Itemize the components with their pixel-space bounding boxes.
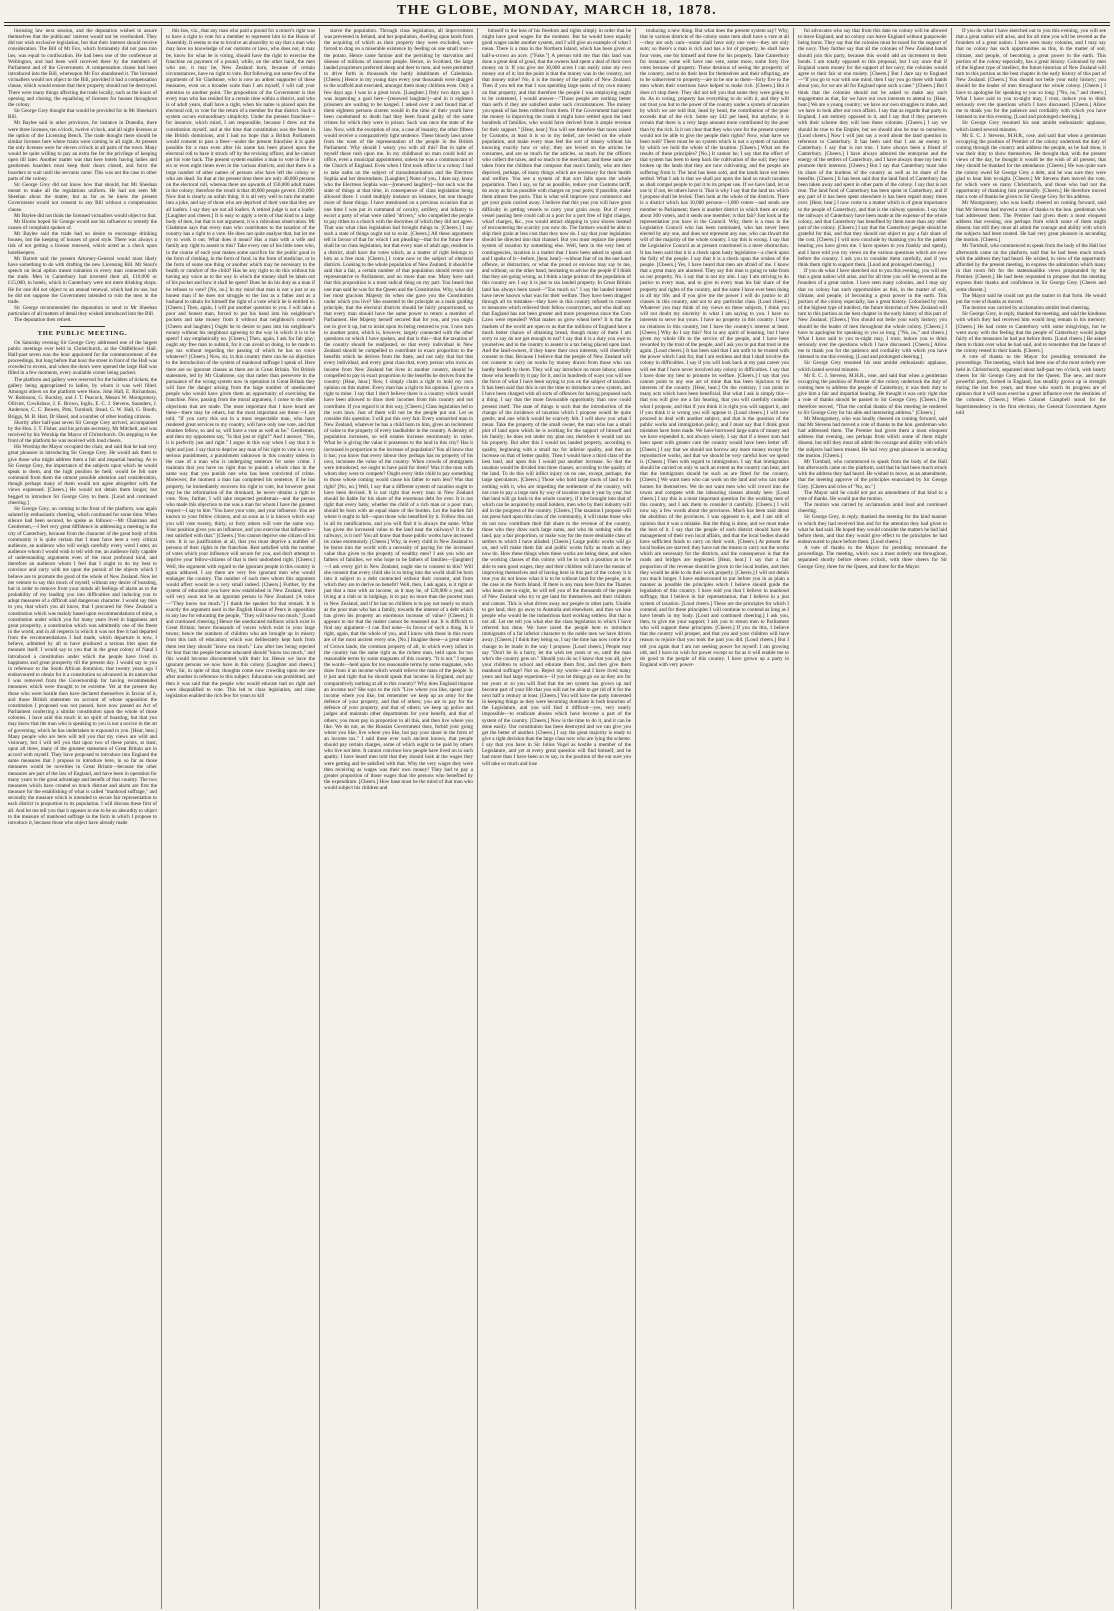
- article-paragraph: Mr Barrett said the present Attorney-General would most likely have something to do with drafting the new Licensing Bill. Mr Stout's speech on local option meant ruination to every man connected with the trade. Men in Canterbury had invested their all, £10,000 or £15,000, in hotels, which in Canterbury were not mere drinking shops. He for one did not object to an annual renewal, which had its use, but he did not suppose the Government intended to ruin the men in the trade.: [8, 255, 157, 305]
- column-3: [320, 28, 478, 1609]
- column-5: [636, 28, 794, 1609]
- column-4: [478, 28, 636, 1609]
- article-paragraph: ful advocates who say that from this date no colony will be allowed to leave England, and no colony can leave England without gunpowder being burnt. They say that the colonies must be taxed for the support of the navy. They further say that all the colonies of New Zealand hands should join this party, because this would add an increment to their bonds. I am totally opposed to this proposal, but I say once that if England wants money for the support of her navy, the colonies would agree to their fair or one moiety. [Cheers.] But I dare say to England—"If you go to war with one mind, then I say you go there with hands about you, for we are all for England upon such a case." [Cheers.] But I think that the colonies should not be asked to make any such engagement as that, for we have our own interests to attend to. [Hear, hear.] We are a young country; we have our own struggles to make, and we have to look after our own affairs. I say that as regards that party in England, I am entirely opposed to it, and I say that if they persevere with their scheme they will lose these colonies. [Cheers.] I say we should be true to the Empire, but we should also be true to ourselves. [Loud cheers.] Now I will just say a word about the land question in reference to Canterbury. It has been said that I am an enemy to Canterbury. I say that is not true. I have always been a friend of Canterbury. [Cheers.] I have always admired the enterprise and the energy of the settlers of Canterbury, and I have always done my best to promote their interests. [Cheers.] But I say that Canterbury must take its share of the burdens of the country as well as its share of the benefits. [Cheers.] It has been said that the land fund of Canterbury has been taken away and spent in other parts of the colony. I say that is not true. The land fund of Canterbury has been spent in Canterbury, and if any part of it has been spent elsewhere it has been repaid many times over. [Hear, hear.] I now come to a matter which is of great importance to the people of Canterbury, and that is the railway question. I say that the railways of Canterbury have been made at the expense of the whole colony, and that Canterbury has benefited by them more than any other part of the colony. [Cheers.] I say that the Canterbury people should be grateful for this, and that they should not object to pay a fair share of the cost. [Cheers.] I will now conclude by thanking you for the patient hearing you have given me. I have spoken to you frankly and openly, and I have told you my views on the various questions which are now before the country. I ask you to consider them carefully, and if you think them right to support them. [Loud and prolonged cheering.]: [798, 28, 947, 268]
- article-paragraph: The motion was carried by acclamation amidst loud cheering.: [962, 305, 1091, 312]
- article-paragraph: Mr Turnbull, who commenced to speak from the body of the Hall but afterwards came on the platform, said that he had been much struck with the address they had heard. He wished, in view of the opportunity afforded by the present meeting, to express the admiration which many in that room felt for the statesmanlike views propounded by the Premier. [Cheers.] He had been requested to propose that the meeting express their thanks and confidence in Sir George Grey. [Cheers and some dissent.]: [956, 243, 1106, 293]
- column-6: [794, 28, 952, 1609]
- article-paragraph: Mr Montgomery, who was loudly cheered on coming forward, said that Mr Stevens had moved a vote of thanks to the hon. gentleman who had addressed them. The Premier had given them a most eloquent address that evening, one perhaps from which some of them might dissent, but still they must all admit the courage and ability with which the subjects had been treated. He had very great pleasure in seconding the motion. [Cheers.]: [798, 415, 947, 459]
- article-paragraph: Mr Baylee did not think the licensed victuallers would object to that.: [14, 212, 157, 219]
- columns: [4, 28, 1110, 1609]
- article-paragraph: If you do what I have sketched out to you this evening, you will see that a great nation will arise, and for all time you will be revered as the founders of a great nation. I have seen many colonies, and I may say that no colony has such opportunities as this, in the matter of soil, climate, and people, of becoming a great power in the earth. This portion of the colony especially, has a great history. Colonised by men of the highest type of intellect, the future historian of New Zealand will turn to this portion as the best chapter in the early history of this part of New Zealand. [Cheers.] You should not belie your early history; you should be the leader of men throughout the whole colony. [Cheers.] I have to apologise for speaking to you so long. ["No, no," and cheers.] What I have said to you to-night may, I trust, induce you to think seriously over the questions which I have discussed. [Cheers.] Allow me to thank you for the patience and cordiality with which you have listened to me this evening. [Loud and prolonged cheering.]: [956, 28, 1106, 121]
- article-paragraph: Mr Baylee said in other provinces, for instance in Dunedin, there were three licenses, ten o'clock, twelve o'clock, and all night licenses at the option of the Licensing Bench. The trade thought there should be similar licenses here where trains were coming in all night. At present the only licenses were for eleven o'clock in all parts of the town. Many would be quite willing to pay an extra fee for the privilege of keeping open till later. Another matter was that here hotels having ladies and gentlemen boarders must keep their doors closed, and force the boarders to wait until the servants came. This was not the case in other parts of the colony.: [8, 120, 157, 182]
- article-paragraph: The motion was carried by acclamation amid loud and continued cheering.: [798, 502, 947, 515]
- article-paragraph: Mr Montgomery, who was loudly cheered on coming forward, said that Mr Stevens had moved a vote of thanks to the hon. gentleman who had addressed them. The Premier had given them a most eloquent address that evening, one perhaps from which some of them might dissent, but still they must all admit the courage and ability with which the subjects had been treated. He had very great pleasure in seconding the motion. [Cheers.]: [956, 200, 1106, 244]
- article-paragraph: Sir George Grey thought that would be provided for in Mr Sheehan's Bill.: [8, 108, 157, 121]
- section-rule: [60, 326, 105, 327]
- article-paragraph: Sir George Grey resumed his seat amidst enthusiastic applause, which lasted several minutes.: [956, 120, 1106, 133]
- article-paragraph: The Mayor said he could not put the matter in that form. He would put the vote of thanks as moved.: [956, 292, 1106, 305]
- article-paragraph: Mr Turnbull, who commenced to speak from the body of the Hall but afterwards came on the platform, said that he had been much struck with the address they had heard. He wished to move, as an amendment, that the meeting approve of the principles enunciated by Sir George Grey. [Cheers and cries of "No, no."]: [798, 458, 947, 490]
- masthead: [4, 0, 1110, 23]
- article-paragraph: Sir George Grey, on coming to the front of the platform, was again saluted by enthusiastic cheering, which continued for some time. When silence had been secured, he spoke as follows:—Mr Chairman and Gentlemen,—I feel very great diffidence in addressing a meeting in the city of Canterbury, because from the character of the great body of this community it is quite certain that I must have here a very critical audience, an audience who will weigh carefully every word I utter, an audience whom I would wish to tell with me, an audience fully capable of understanding arguments even of the most profound kind, and therefore an audience whom I feel that I ought to do my best to convince and carry with me upon the pursuit of the objects which I believe are to promote the good of the whole of New Zealand. Now let me venture to say this much of myself, without any desire of boasting, but in order to remove from your minds all feelings of alarm as to the probability of my leading you into difficulties and inducing you to adopt measures of a difficult and dangerous character. I would say then to you, that which you all know, that I procured for New Zealand a constitution which was mainly based upon recommendations of mine, a constitution under which you for many years lived in happiness and great prosperity, a constitution which was admittedly one of the freest in the world, and in all respects in which it was not free it had departed from the recommendations I had made, which departure is now, I believe, admitted by all to have produced a serious blot upon the measure itself. I would say to you that in the great colony of Natal I introduced a constitution under which the people have lived in happiness and great prosperity till the present day. I would say to you in reference to the South African dominion, that twenty years ago I endeavoured to obtain for it a constitution so advanced in its nature that I was removed from the Governorship for having recommended measures which were thought to be extreme. Yet at the present day those who were hostile then have declared themselves in favour of it, and those British statesmen on account of whose opposition the constitution I proposed was not passed, have now passed an Act of Parliament conferring a similar constitution upon the whole of those colonies. I have said this much in no spirit of boasting, but that you may know that the man who is speaking to you is not a novice in the art of governing, which he has undertaken to expound to you. [Hear, hear.] Many people who are here will tell you that my views are wild and visionary, but I will tell you that upon two of these points, at least, upon all three, many of the greatest statesmen of Great Britain are in accord with myself. They have proposed to introduce into England the same measures that I propose to introduce here, in so far as those measures would be novelties in Great Britain—because the other measures are part of the law of England, and have been in operation for many years to the great advantage and benefit of that country. The two measures which have created so much distrust and alarm are first the measure for the establishing of what is called "manhood suffrage," and secondly the measure which is intended to secure fair representation to each district in proportion to its population. I will discuss these first of all. And let me tell you that it appears to me to be an absurdity to object to the measure of manhood suffrage in the form in which I propose to introduce it, because those who object have already made: [8, 505, 157, 826]
- article-paragraph: Mr Hiorns hoped Sir George would use his influence to remedy the causes of complaint spoken of.: [8, 218, 157, 231]
- column-7: [952, 28, 1110, 1609]
- column-1: [4, 28, 162, 1609]
- section-heading: THE PUBLIC MEETING.: [37, 329, 128, 337]
- article-paragraph: Sir George Grey resumed his seat amidst enthusiastic applause, which lasted several minutes.: [798, 360, 947, 373]
- article-paragraph: Sir George Grey, in reply, thanked the meeting for the kind manner in which they had received him and for the attention they had given to what he had said. He hoped they would consider the matters he had laid before them, and that they would give effect to the principles he had endeavoured to place before them. [Loud cheers.]: [798, 514, 947, 545]
- masthead-title: THE GLOBE, MONDAY, MARCH 18, 1878.: [396, 3, 718, 18]
- article-paragraph: licensing law next session, and the deputation wished to assure themselves that the publicans' interest would not be overlooked. They did not wish exclusive legislation, but that their interest should receive consideration. The Bill of Mr Fox, which fortunately did not pass into law, was equal to confiscation. He had been one of the conference at Wellington, and had been well received there by the members of Parliament and of the Government. A compensation clause had been introduced into the Bill, whereupon Mr Fox abandoned it. The licensed victuallers would not object to the Bill, provided it had a compensation clause, which would ensure that their property should not be destroyed. There were many things affecting the trade locally, such as the hours of opening and closing, the equalising of licenses for houses throughout the colony.: [8, 28, 157, 108]
- article-paragraph: Sir George Grey did not know how that should, but Mr Sheehan meant to make all the regulations uniform. He had not seen Mr Sheehan about the matter, but as far as he knew the present Government would not consent to any Bill without a compensation clause.: [8, 181, 157, 213]
- article-paragraph: Shortly after half-past seven Sir George Grey arrived, accompanied by the Hon. J. T. Fisher, and his private secretary, Mr Mitchell, and was received by his Worship the Mayor of Christchurch. On stepping to the front of the platform he was received with loud cheers.: [8, 419, 157, 445]
- article-paragraph: Mr Baylee said the trade had no desire to encourage drinking houses, but the keeping of houses of good style. There was always a risk of not getting a license renewed, which acted as a check upon hotelkeepers.: [8, 231, 157, 256]
- column-2: [162, 28, 320, 1609]
- article-paragraph: A vote of thanks to the Mayor for presiding terminated the proceedings. The meeting, which had been one of the most orderly ever held in Christchurch, separated about half-past ten o'clock, with hearty cheers for Sir George Grey and for the Queen. The new, and more powerful party, formed in England, has steadily grown up in strength during the last few years, and those who watch its progress are of opinion that it will soon exercise a great influence over the destinies of the colonies. [Cheers.] When Colonel Campbell stood for the Superintendency in the first election, the General Government Agent told: [956, 354, 1106, 416]
- article-paragraph: The Mayor said he could not put an amendment of that kind to a vote of thanks. He would put the motion.: [798, 489, 947, 502]
- article-paragraph: The platform and gallery were reserved for the holders of tickets, the gallery being appropriated to ladies, by whom it was well filled. Amongst others on the platform were Hons. John Hall, E. Richardson, W. Robinson, G. Buckley, and J. T. Peacock, Messrs W. Montgomery, Ollivier, Cowlishaw, J. E. Brown, Inglis, E. C. J. Stevens, Saunders, J. Anderson, C. C. Bowen, Pitts, Turnbull, Stead, G. W. Hall, G. Booth, Briggs, M. B. Hart, Dr Hasel, and a number of other leading citizens.: [8, 376, 157, 420]
- article-paragraph: himself to the loss of his freedom and rights simply in order that he might have good wages for the moment. But he would have equally good wages under another system, and I will give an example of what I mean. There is a man in the Northern Island, which has been given at half-a-crown an acre. ["Fake."] A person told me that this land was done a great deal of good, that the owners had spent a deal of their own money on it. If you give me 30,000 acres I can easily raise my own money out of it; but the point is that the money was in the country, not that money mine? No, it is the money of the public of New Zealand. Then if you tell me that I was spending large sums of my own money on that property, and that therefore the people I was employing ought to be contented, I would answer—"Those people are nothing better than serfs if they are satisfied under such circumstances. The money you speak of has been robbed from them. If the Government had spent the money in improving the roads it might have settled upon the land hundreds of families, who would have derived from it ample revenue for their support." [Hear, hear.] You will see therefore that taxes raised by Customs, at least it is so in my belief, are levied on the whole population, and make every man feel the sort of misery without his knowing exactly how or why; they are levied on the articles he consumes, and are so much for the articles, so much for the officers who collect the taxes, and so much to the merchant; and these sums are taken from the children that compose that man's family, who are then deprived, perhaps, of many things which are necessary for their health and welfare. You see a system of that sort falls upon the whole population. Then I say, so far as possible, reduce your Customs tariff, do away as far as possible with charges on your ports; if possible, make them almost free ports. That is what will improve your commerce and get your grain carried away. I believe that this year you will have great difficulty in getting vessels to carry your grain away. But if every vessel passing here could call at a port for a port free of light charges, wharf charges, &c., you would attract shipping to your shores instead of encountering the scarcity you now do. The farmers would be able to ship their grain at less cost than they now do. I say that your legislation should be directed into that channel. But you must replace the present system of taxation by something else. Well, here in the very best of contingencies, taxation is a matter that I have been asked to speak out and I spoke of it—before, [hear, hear]—without fear of on the one hand offence, or distraction, or what the proud or envious may say to me, and without, on the other hand, hesitating to advise the people if I think that they are going wrong, as I think a large portion of the population of this country are. I say it is just to tax landed property. In Great Britain land has always been taxed—"Too much so." I say the landed interest have never known what was for their welfare. They have been dragged through all its mistakes—they have in this country refused to consent to measures which relieved their fellow countrymen, and who shall say that England has not been greater and more prosperous since the Corn Laws were repealed? What makes us grow wheat here? It is that the markets of the world are open to us that the millions of England have a much better chance of obtaining bread, though many of them I am sorry to say do not get enough to eat? I say that it is a duty you owe to yourselves and to the country to assent to a tax being placed upon land. And the land-owners, if they knew their own interests, will cheerfully consent to that. Because I believe that the people of New Zealand will not consent to carry on works by money drawn from those who can hardly benefit by them. They will say introduce no more labour, unless those who benefit by it pay for it, and in hundreds of ways you will see the force of what I have been saying to you on the subject of taxation. It has been said that this is not the time to introduce a new system, and I have been charged with all sorts of offences for having proposed such a thing. I say that the more favourable opportunity than now could present itself. The state of things is such that the introduction of the change of the incidence of taxation which I propose would be quite gentle, and one which would be scarcely felt. I will show you what I mean. Take the property of the small owner, the man who has a small plot of land upon which he is working for the support of himself and his family; he does not under my plan out, therefore it would not tax his property. But after this I would tax landed property, according to quality, beginning with a small tax for inferior quality, and then an increase on that of better quality. Then I would have a third class of the best land, and upon this I would put another increase. So that the taxation would be divided into three classes, according to the quality of the land. To do this will inflict injury on no one, except, perhaps, the large speculators. [Cheers.] Those who hold large tracts of land to do nothing with it, who are impeding the settlement of the country, will not care to pay a large sum by way of taxation upon it year by year, but that land will go back to the whole country, if it be brought into that of which can be acquired by small holders, men who by their industry will aid in the progress of the country. [Cheers.] The taxation I propose will not press hard upon this class of the community, it will make those who do not now contribute their fair share to the revenue of the country, those who they draw such large sums, and who do nothing with the land, pay a fair proportion, or make way for the more desirable class of settlers to which I have alluded. [Cheers.] Large public works will go on, and will make them fair and public works fully as much as they now do. How these things when these works are being done, and when the working classes of this colony will be in such a position as to be able to earn good wages, they and their children will have the means of improving themselves and of having here in this part of the colony it is true you do not know what it is to be without land for the people, as is the case in the North Island. If there is any man here from the Thames who hears me to-night, he will tell you of the thousands of the people of New Zealand who try to get land for themselves and their children and cannot. This is what drives away our people to other parts. Unable to get land, they go away to Australia and elsewhere, and thus we lose people who would be the industrious hard working settlers. But that is not all. Let me tell you what else the class legislation to which I have referred has done. We have taxed the people here to introduce immigrants of a far inferior character to the noble men we have driven away. [Cheers.] I think they being so, I say the time has now come for a change to be made in the way I propose. [Loud cheers.] People may say "Don't be in a hurry, let the wish ten years or so, until the man who's the country gets on." Should you do so I know that you all, give your children to school and educate them first, and then give them manhood suffrage? Not so. Reject my words—and I have lived many years and had large experience—if you let things go on as they are for ten years or so you will find that the ten system has grown up and become part of your life that you will not be able to get rid of it for the next half a century at least. [Cheers.] You will have the party interested in keeping things as they were becoming dominant in both branches of the Legislature, and you will find it difficult—yes, very nearly impossible—to eradicate abuses which have become a part of the system of the country. [Cheers.] Now is the time to do it, and it can be done easily. Our constitution has been destroyed and we can give you get the better of another. [Cheers.] I say the great majority is ready to give a right decision than the large class now who are lying the scheme. I say that you have in Sir Julius Vogel as hostile a member of the Legislature, and yet at every great question will find himself, and he had more than I have been so to say, in the position of the ear sure you will take so much and lose: [482, 28, 632, 767]
- article-paragraph: Sir George Grey, in reply, thanked the meeting, and said the kindness with which they had received him would long remain in his memory. [Cheers.] He had come to Canterbury with some misgivings, but he went away with the feeling that the people of Canterbury would judge fairly of the measures he had put before them. [Loud cheers.] He asked them to think over what he had said, and to remember that the future of the colony rested in their hands. [Cheers.]: [956, 311, 1106, 355]
- article-paragraph: this law, viz., that any man who paid a pound for a miner's right was to have a right to vote for a member to represent him in the House of Assembly. It seems to me to involve an absurdity to say that a man who may have no knowledge of our customs or laws, who does not, it may be, know for what he is voting, should have the right to exercise the franchise on payment of a pound, while, on the other hand, the men who are, it may be, New Zealand born, because of certain circumstances, have no right to vote. But following out some few of the arguments of Sir Gladstone, who is now an ardent supporter of these measures, even on a broader scale than I am myself, I will call your attention to another point. The proposition of the Government is that every man who has resided for a certain time within a district, and who is of adult years, shall have a right, when his name is placed upon the electoral roll, to vote for the return of a member for that district. Such a system occurs extraordinary simplicity. Under the present franchise—for instance, which mind, I am responsible, because I drew out the constitution myself, and at the time that constitution was the freest in the British dominions, and I had no hope that a British Parliament would consent to pass a freer—under the present franchise it is quite possible for a man even after his name has been placed upon the electoral roll to have it struck off by the revising officer, and he cannot get his vote back. The present system enables a man to vote in five or six or even eight times even in the various districts, and that there is a large number of other names of persons who have left the colony or who are dead. So that at the present time there are only 40,000 persons on the electoral roll, whereas there are upwards of 150,000 adult males in the colony; therefore the result is that 40,000 people govern 150,000. Now that is clearly an unfair thing. It is all very well to turn the matter into a joke, and say of those who are deprived of their vote that they are all loafers. I say they are not all loafers. A retired judge is not a loafer. [Laughter and cheers.] It is easy to apply a term of that kind to a large body of men, but that is not argument, it is a ridiculous observation. Mr Gladstone says that every man who contributes to the taxation of the country has a right to a vote. He does not quite analyse that, but let me try to work it out. What does it mean? Has a man with a wife and family any right to assent to this? Take every one of his little ones who, in the course of each year makes some sacrifice for the public good in the form of clothing, in the form of food, in the form of medicine, or in the form of some one thing or another which may be necessary to the health or comfort of the child? Has he any right to do this without his having any voice as to the way in which the money shall be taken out of his pocket and how it shall be spent? Does he do his duty as a man if he refuses to vote? [No, no.] In my mind that man is not a just or an honest man if he does not struggle to the last as a father and as a husband to obtain for himself the right of a vote which he is entitled to. [Cheers.] Then, again, I will put another question to you. I will take a poor and honest man, forced to put his hand into his neighbour's pockets and take money from it without that neighbour's consent? [Cheers and laughter.] Ought he to desire to pass into his neighbour's money without his neighbour agreeing to the way in which it is to be spent? I say emphatically no. [Cheers.] Then, again, I ask for fair play; ought any free man to submit, for it can avoid so doing, to be made to pay tax without regarding the passing of which he has no voice whatever? [Cheers.] Now, sir, in this country there can be no objection to the introduction of the system of manhood suffrage I speak of. Here there are no ignorant classes as there are in Great Britain. Yet British statesmen, led by Mr Gladstone, say that rather than persevere in the pursuance of the wrong system now in operation in Great Britain they will face the danger arising from the large number of uneducated people who would have given them an opportunity of exercising the franchise. Now, passing from the moral argument, I come to the other objections that are made. The most important that I have heard are these—there may be others, but the most important are these:—I am told, "If you carry this out in a most respectable man, who have rendered great services to my country, will have only one vote, and that drunken fellow, so and so, will have a vote as well as he." Gentlemen, and then my opponents say, "Is that just or right?" And I answer, "Yes, it is perfectly just and right." I argue in this way when I say that it is right and just. I say that to deprive any man of his right to vote is a very serious punishment, a punishment unknown in this country unless in the case of a man who is undergoing sentence for some crime. I maintain that you have no right thus to punish a whole class in the same way that you punish one who has been convicted of crime. Moreover, the moment a man has completed his sentence, if he has property, he immediately recovers his right to vote, but however great may be the reformation of the drunkard, he never obtains a right to vote. Now, further, I will take respected gentleman—and the person who made this objection to me was a man for whom I have the greatest respect—I say to him "You have your vote, and your influence. You are known to your fellow citizens, and as soon as it is known which way you will vote twenty, thirty, or forty others will vote the same way. Your position gives you an influence, and you exercise that influence—rest satisfied with that." [Cheers.] You cannot deprive one citizen of his vote. It is no justification at all, that you must deprive a number of persons of their rights to the franchise. Rest satisfied with the number of votes which your influence will secure for you, and don't attempt to deprive your fellow-citizens of that is their undoubted right. [Cheers.] Well, the argument with regard to the ignorant people in this country is again adduced. I say there are very few ignorant men who would endanger the country. The number of such men whom this argument would affect would be a very small indeed. [Cheers.] Further, by the system of education you have now established in New Zealand, there will very soon not be an ignorant person in New Zealand. [A voice—"They know too much."] I thank the speaker for that remark. It is exactly the argument used in the English House of Peers in opposition to any law for educating the people, "They will know too much." [Loud and continued cheering.] Hence the uneducated millions which exist in Great Britain; hence thousands of voices which exist in your large towns; hence the numbers of children who are brought up in misery from this lack of education; which was deliberately kept back from them lest they should "know too much." Law after law being rejected for fear that the people become educated should "know too much," and this would become discontented with their lot. Hence we have the ignorant persons we now have in this colony [Laughter and cheers.] Why, Sir, in spite of that, thoughts come now crowding upon me one after another in reference to this subject. Education was prohibited, and then it was said that the people who would educate had no right and were disqualified to vote. This led to class legislation, and class legislation enabled the rich few for years to kill: [166, 28, 315, 699]
- masthead-rule: [4, 25, 1110, 26]
- article-paragraph: If you do what I have sketched out to you this evening, you will see that a great nation will arise, and for all time you will be revered as the founders of a great nation. I have seen many colonies, and I may say that no colony has such opportunities as this, in the matter of soil, climate, and people, of becoming a great power in the earth. This portion of the colony especially, has a great history. Colonised by men of the highest type of intellect, the future historian of New Zealand will turn to this portion as the best chapter in the early history of this part of New Zealand. [Cheers.] You should not belie your early history; you should be the leader of men throughout the whole colony. [Cheers.] I have to apologise for speaking to you so long. ["No, no," and cheers.] What I have said to you to-night may, I trust, induce you to think seriously over the questions which I have discussed. [Cheers.] Allow me to thank you for the patience and cordiality with which you have listened to me this evening. [Loud and prolonged cheering.]: [798, 268, 947, 361]
- article-paragraph: The deputation then retired.: [14, 317, 72, 324]
- article-paragraph: troducing a new thing. But what does the present system say? Why, that in various districts of the colony some men shall have a vote at all—they are only sum—some shall have only one vote—they are only sum; so there's a man is rich and has a lot of property, he shall have four votes, one for himself and three for his property. Take Canterbury for instance; some will have one vote, some more, some forty five votes because of property. Those desirous of seeing the prosperity of the country, and to do their best for themselves and their offspring, are to be subservient to property—are to be one to them—forty five to the men whom their exertions have helped to make rich. [Cheers.] But it does n't stop there. They did not tell you that some they were going to do. As to voting, property has everything to do with it, and they will not trust you but to the power of the country under a system of taxation by which we are told that, head by head, the contribution of the poor exceeds that of the rich. Some say £42 per head, but anyhow, it is certain that there is a very large amount more contributed by the poor than by the rich. Is it not clear that they who vote for the present system would not be able to give the people their rights? Now, what have we been told? There must be no system which is not a system of taxation by which we hold the whole of the taxation. [Cheers.] What are the results of these principles? [No.] It cannot be; I say that the effect of that system has been to keep back the cultivation of the soil; they have broken up the lands that they are now cultivating, and the people are suffering from it. The land has been sold, and the lands have not been settled. What I ask is that we shall put upon the land so much taxation as shall compel people to put it to its proper use. If we have land, let us use it; if not, let others have it. That is why I say that the land tax which I propose shall be levied. Then look at the whole of the districts. There is a district which has 10,000 persons—1,000 voters—and sends one member to Parliament; there is another district in which there are only about 300 voters, and it sends one member; is that fair? Just look at the representation you have in the Council. Why, there is a man in the Legislative Council who has been nominated, who has never been elected by any one, and does not represent any one, who can thwart the will of the majority of the whole country. I say this is wrong. I say that the Legislative Council as at present constituted is a mere obstruction. It has been said that it is a check upon hasty legislation—a check upon the folly of the people. I say that it is a check upon the wishes of the people. [Cheers.] Yes, I have heard that men are afraid of me. I know that a great many are alarmed. They say this man is going to take from us our property. No. I say that is not my aim. I say I am striving to do justice to every man, and to give to every man his fair share of the property and rights of the country, and the same I have ever been doing in all my life; and if you give me the power I will do justice to all classes in this country, and not to any particular class. [Loud cheers.] Whatever you may think of my views on these subjects, I think you will not doubt my sincerity in what I am saying to you. I have no interests to serve but yours. I have no property in this country. I have no relations in this country, but I have the country's interest at heart. [Cheers.] Why do I say this? Not in any spirit of boasting, but I have given my whole life to the service of the people, and I have been rewarded by the trust of the people, and I ask you to put that trust in me again. [Loud cheers.] It has been said that I am unfit to be trusted with the power which I ask for, that I am reckless and that I shall involve the colony in difficulties. I say if you will look back at my past career you will see that I have never involved any colony in difficulties. I say that I have done my best to promote its welfare. [Cheers.] I say that you cannot point to any one act of mine that has been injurious to the interests of the country. [Hear, hear.] On the contrary, I can point to many acts which have been beneficial. But what I ask is simply this—that you will give me a fair hearing, that you will carefully consider what I propose, and that if you think it is right you will support it, and if you think it is wrong you will oppose it. [Loud cheers.] I will now proceed to deal with another subject, and that is the question of the public works and immigration policy, and I must say that I think great mistakes have been made. We have borrowed large sums of money and we have expended it, not always wisely. I say that if a lesser sum had been spent with greater care the country would have been better off. [Cheers.] I say that we should not borrow any more money except for reproductive works, and that we should be very careful how we spend it. [Cheers.] Then with regard to immigration. I say that immigration should be carried on only to such an extent as the country can bear, and that the immigrants should be such as are fitted for the country. [Cheers.] We want men who can work on the land and who can make homes for themselves. We do not want men who will crowd into the towns and compete with the labouring classes already here. [Loud cheers.] I say this is a most important question for the working men of this country, and I ask them to consider it carefully. [Cheers.] I will now say a few words about the provinces. Much has been said about the abolition of the provinces. I was opposed to it, and I am still of opinion that it was a mistake. But the thing is done, and we must make the best of it. I say that the people of each district should have the management of their own local affairs, and that the local bodies should have sufficient funds to carry on their work. [Cheers.] At present the local bodies are starved; they have not the means to carry out the works which are necessary for the districts, and the consequence is that the roads and bridges are neglected. [Hear, hear.] I say that a fair proportion of the revenue should be given to the local bodies, and then they would be able to do their work properly. [Cheers.] I will not detain you much longer. I have endeavoured to put before you in as plain a manner as possible the principles which I believe should guide the legislation of this country. I have told you that I believe in manhood suffrage, that I believe in fair representation, that I believe in a just system of taxation. [Loud cheers.] These are the principles for which I contend, and for these principles I will continue to contend as long as I have breath in my body. [Loud and continued cheering.] I ask you, then, to give me your support; I ask you to return men to Parliament who will support these principles. [Cheers.] If you do this, I believe that the country will prosper, and that you and your children will have reason to rejoice that you took the part you did. [Loud cheers.] But I tell you again that I am not seeking power for myself. I am growing old, and I have no wish for power except so far as it will enable me to do good to the people of this country. I have grown up a party in England with very power-: [640, 28, 789, 669]
- article-paragraph: Sir George recommended the deputation to send to Mr Sheehan particulars of all matters of detail they wished introduced into the Bill.: [8, 305, 157, 318]
- article-paragraph: On Saturday evening Sir George Grey addressed one of the largest public meetings ever held in Christchurch, at the Oddfellows' Hall. Half-past seven was the hour appointed for the commencement of the proceedings, but long before that hour the street in front of the Hall was crowded to excess, and when the doors were opened the large Hall was filled in a few moments, every available corner being packed.: [8, 339, 157, 377]
- article-paragraph: A vote of thanks to the Mayor for presiding terminated the proceedings. The meeting, which was a most orderly one throughout, separated shortly before eleven o'clock, with three cheers for Sir George Grey, three for the Queen, and three for the Mayor.: [798, 545, 947, 570]
- article-paragraph: starve the population. Through class legislation, all improvement was prevented in Ireland, and her population, dwelling upon lands from the acquiring of which as their property they were excluded, were forced to drag on a miserable existence by feeding on one small root—the potato. Hence came famine and the perishing by starvation and disease of millions of innocent people. Hence, in Scotland, the large landed proprietors preferred sheep and deer to men, and were permitted to drive forth in thousands the hardy inhabitants of Caledonia. [Cheers.] Hence in my young days every year thousands were dragged to the scaffold and executed, amongst them many children even. Only a few days ago I was in a great town. [Laughter.] Only two days ago I was inspecting a gaol here—[renewed laughter]—and in it eighteen prisoners are waiting to be hanged. I asked over it and found that of them eighteen persons sixteen would in the time of their youth have been condemned to death had they been found guilty of the same crimes for which they were in prison. Such was once the state of the law. Now, with the exception of one, a case of insanity, the other fifteen would receive a comparatively light sentence. These bloody laws arose from the want of the representation of the people in the British Parliament. Why should I weary you with all this? But in spite of myself these rush upon me. In my childhood no man could hold an office, even a municipal appointment, unless he was a communicant of the Church of England. Even when I first took office in a colony I had to take oaths on the subject of transubstantiation and the Electress Sophia and her descendants. [Laughter.] None of you, I dare say, know who the Electress Sophia was—[renewed laughter]—but such was the state of things at that time, in consequence of class legislation being allowed there. I could multiply instance on instance, but one thought more of these things. I have mentioned on a previous occasion that at one time I was put in command of cavalry, artillery, and infantry to escort a party of what were called "drivers," who compelled the people to pay tithes to a church with the doctrines of which they did not agree. That was what class legislation had brought things to. [Cheers.] I say such a state of things ought not to exist. [Cheers.] All these arguments tell in favour of that for which I am pleading—that for the future there shall be no class legislation, but that every man of adult age, resident in a district, shall have the votes which, as a matter of right belongs to him as a free man. [Cheers.] I come now to the subject of electoral districts. Looking to the whole population of New Zealand, it should be said that a fair, a certain number of that population should return one representative to Parliament, and no more than one. Many have said that this proposition is a most radical thing on my part. You heard that one man said he was for the Queen and the Constitution. Why, what did her most gracious Majesty do when she gave you the Constitution under which you live? She assented to the principle as a main guiding principle, that the electoral districts should be fairly proportioned, so that every man should have the same power to return a member of Parliament. Her Majesty herself secured that for you, and you ought not to give it up, but to insist upon its being restored to you. I now turn to another point, which is, however, largely connected with the other questions on which I have spoken, and that is this—that the taxation of the country should be readjusted, so that every individual in New Zealand should be compelled to contribute in exact proportion to the benefits which he derives from the State, and not only that but that every individual, and every great class that, every person who owns an income from New Zealand but lives in another country, should be compelled to pay in exact proportion to the benefits he derives from the country. [Hear, hear.] Now, I simply claim a right to hold my own opinion on this matter. Every man has a right to his opinion. I give no a right to mine. I say that I don't believe there is a country which would have been allowed to draw their incomes from this country and not contribute. If you regard it in this way, [Cheers.] Class legislation led to the corn laws. Just of them will not be the people put out. Let us consider this question. I will put this very fair. Every unmarried man in New Zealand, whatever he has a child born to him, gives an incitement of value to the property of every landholder in the country. A density of population increases, so will estates increase enormously in value. What he is giving the value it possesses to the land in this city? Has it increased in proportion to the increase of population? You all know that it has; you know that every labour they perhaps has no property of his own, increases the value of the country. When crowds of immigrants were introduced, we ought to have paid for them? Was it the man with whom they were to compete? Ought every little child to pay something to those whose coming would cause his father to earn less? Was that right? [No, no.] Well, I say that a different system of taxation ought to have been devised. It is not right that every man in New Zealand should be liable for his share of the enormous debt for ever. It is not right that every baby, whether the child of a rich man or a poor man, should be born with an equal share of the burden. Let the burden fall where it ought to fall—upon those who benefited by it. Follow this out in all its ramifications, and you will find it is always the same. What has given the increased value to the land near the railways? It is the railways, is it not? You all know that those public works have increased its value enormously. [Cheers.] Why, in every child in New Zealand to be borne into the world with a necessity of paying for the increased value thus given to the property of wealthy men? I ask you who are fathers of families, we who hope to be fathers of families—[laughter]—I ask every girl in New Zealand, ought she to consent to this? Will she consent that every child she is to bring into the world shall be born into it subject to a debt contracted without their consent, and from which they are to derive no benefit? Well, then, I ask again, is it right or just that a man with an income, as it may be, of £20,000 a year, and living at a club or in lodgings, is to pay no more than the poorest man in New Zealand, and if he has no children is to pay not nearly so much as the poor man who has a family, towards the interest of a debt which has given his property an enormous increase of value? [Cheers.] It appears to me that the matter cannot be reasoned out. It is difficult to find any argument—I can find none—in favour of such a thing. Is it right, again, that the whole of you, and I know with those in this room are of the most ancient every one, [No.] Imagine these—a great estate of Crown lands, the common property of all, in which every infant in the country has the same right as the richest man, held upon far too reasonable terms by some magnates of this country. "It is not." I repeat the words—held upon for too reasonable terms by some magnates, who draw from it an income which would relieve the mass of the people. Is it just and right that he should speak that income in England, and pay comparatively nothing at all to this country? Why does England impose an income tax? She says to the rich "Live where you like, spend your income where you like, but remember we keep up an army for the defence of your property, and that of others; you are to pay for the defence of your property, and that of others; we keep up police and judges and maintain other departments for your benefit, and that of others; you must pay in proportion to all this, and then live where you like. We do not, as the Russian Government does, forbid your going where you like; live where you like, but pay your share in the form of an income tax." I said these ever such ancient known, that people should pay certain charges, some of which ought to be paid by others who live not here. It cannot convince how people have lived on in such apathy. I have heard men told that they should look at the wages they were getting and be satisfied with that. Why the very wages they were then receiving as wages was their own money! They had to pay a greater proportion of those wages than the persons who benefited by the expenditure. [Cheers.] How base must be the mind of that man who would subject his children and: [324, 28, 474, 792]
- article-paragraph: His Worship the Mayor occupied the chair, and said that he had very great pleasure in introducing Sir George Grey. He would ask them to give those who might address them a fair and impartial hearing. As to Sir George Grey, the importance of the subjects upon which he would speak to them, and the high position he held, would be felt sure command from them the utmost possible attention and consideration, though perhaps many of them would not agree altogether with the views expressed. [Cheers.] He would not detain them longer, but begged to introduce Sir George Grey to them. [Loud and continued cheering.]: [8, 444, 157, 506]
- article-paragraph: Mr E. C. J. Stevens, M.H.R., rose, and said that when a gentleman occupying the position of Premier of the colony undertook the duty of coming through the country and address the people, as he had done, it was their duty to show themselves. He thought that, with the present views of the day, he thought it would be the wish of all present, that they should be thanked for the attendance. [Cheers.] He was quite sure the colony owed Sir George Grey a debt, and he was sure they were glad to hear him to-night. [Cheers.] Mr Stevens then moved the vote, for which were so many Christchurch, and those who had not the opportunity of thanking him personally. [Cheers.] He therefore moved that a vote of thanks be given to Sir George Grey for his address.: [956, 132, 1106, 201]
- article-paragraph: Mr E. C. J. Stevens, M.H.R., rose, and said that when a gentleman occupying the position of Premier of the colony undertook the duty of coming here to address the people of Canterbury, it was their duty to give him a fair and impartial hearing. He thought it was only right that a vote of thanks should be passed to Sir George Grey. [Cheers.] He therefore moved, "That the cordial thanks of this meeting be tendered to Sir George Grey for his able and interesting address." [Cheers.]: [798, 372, 947, 416]
